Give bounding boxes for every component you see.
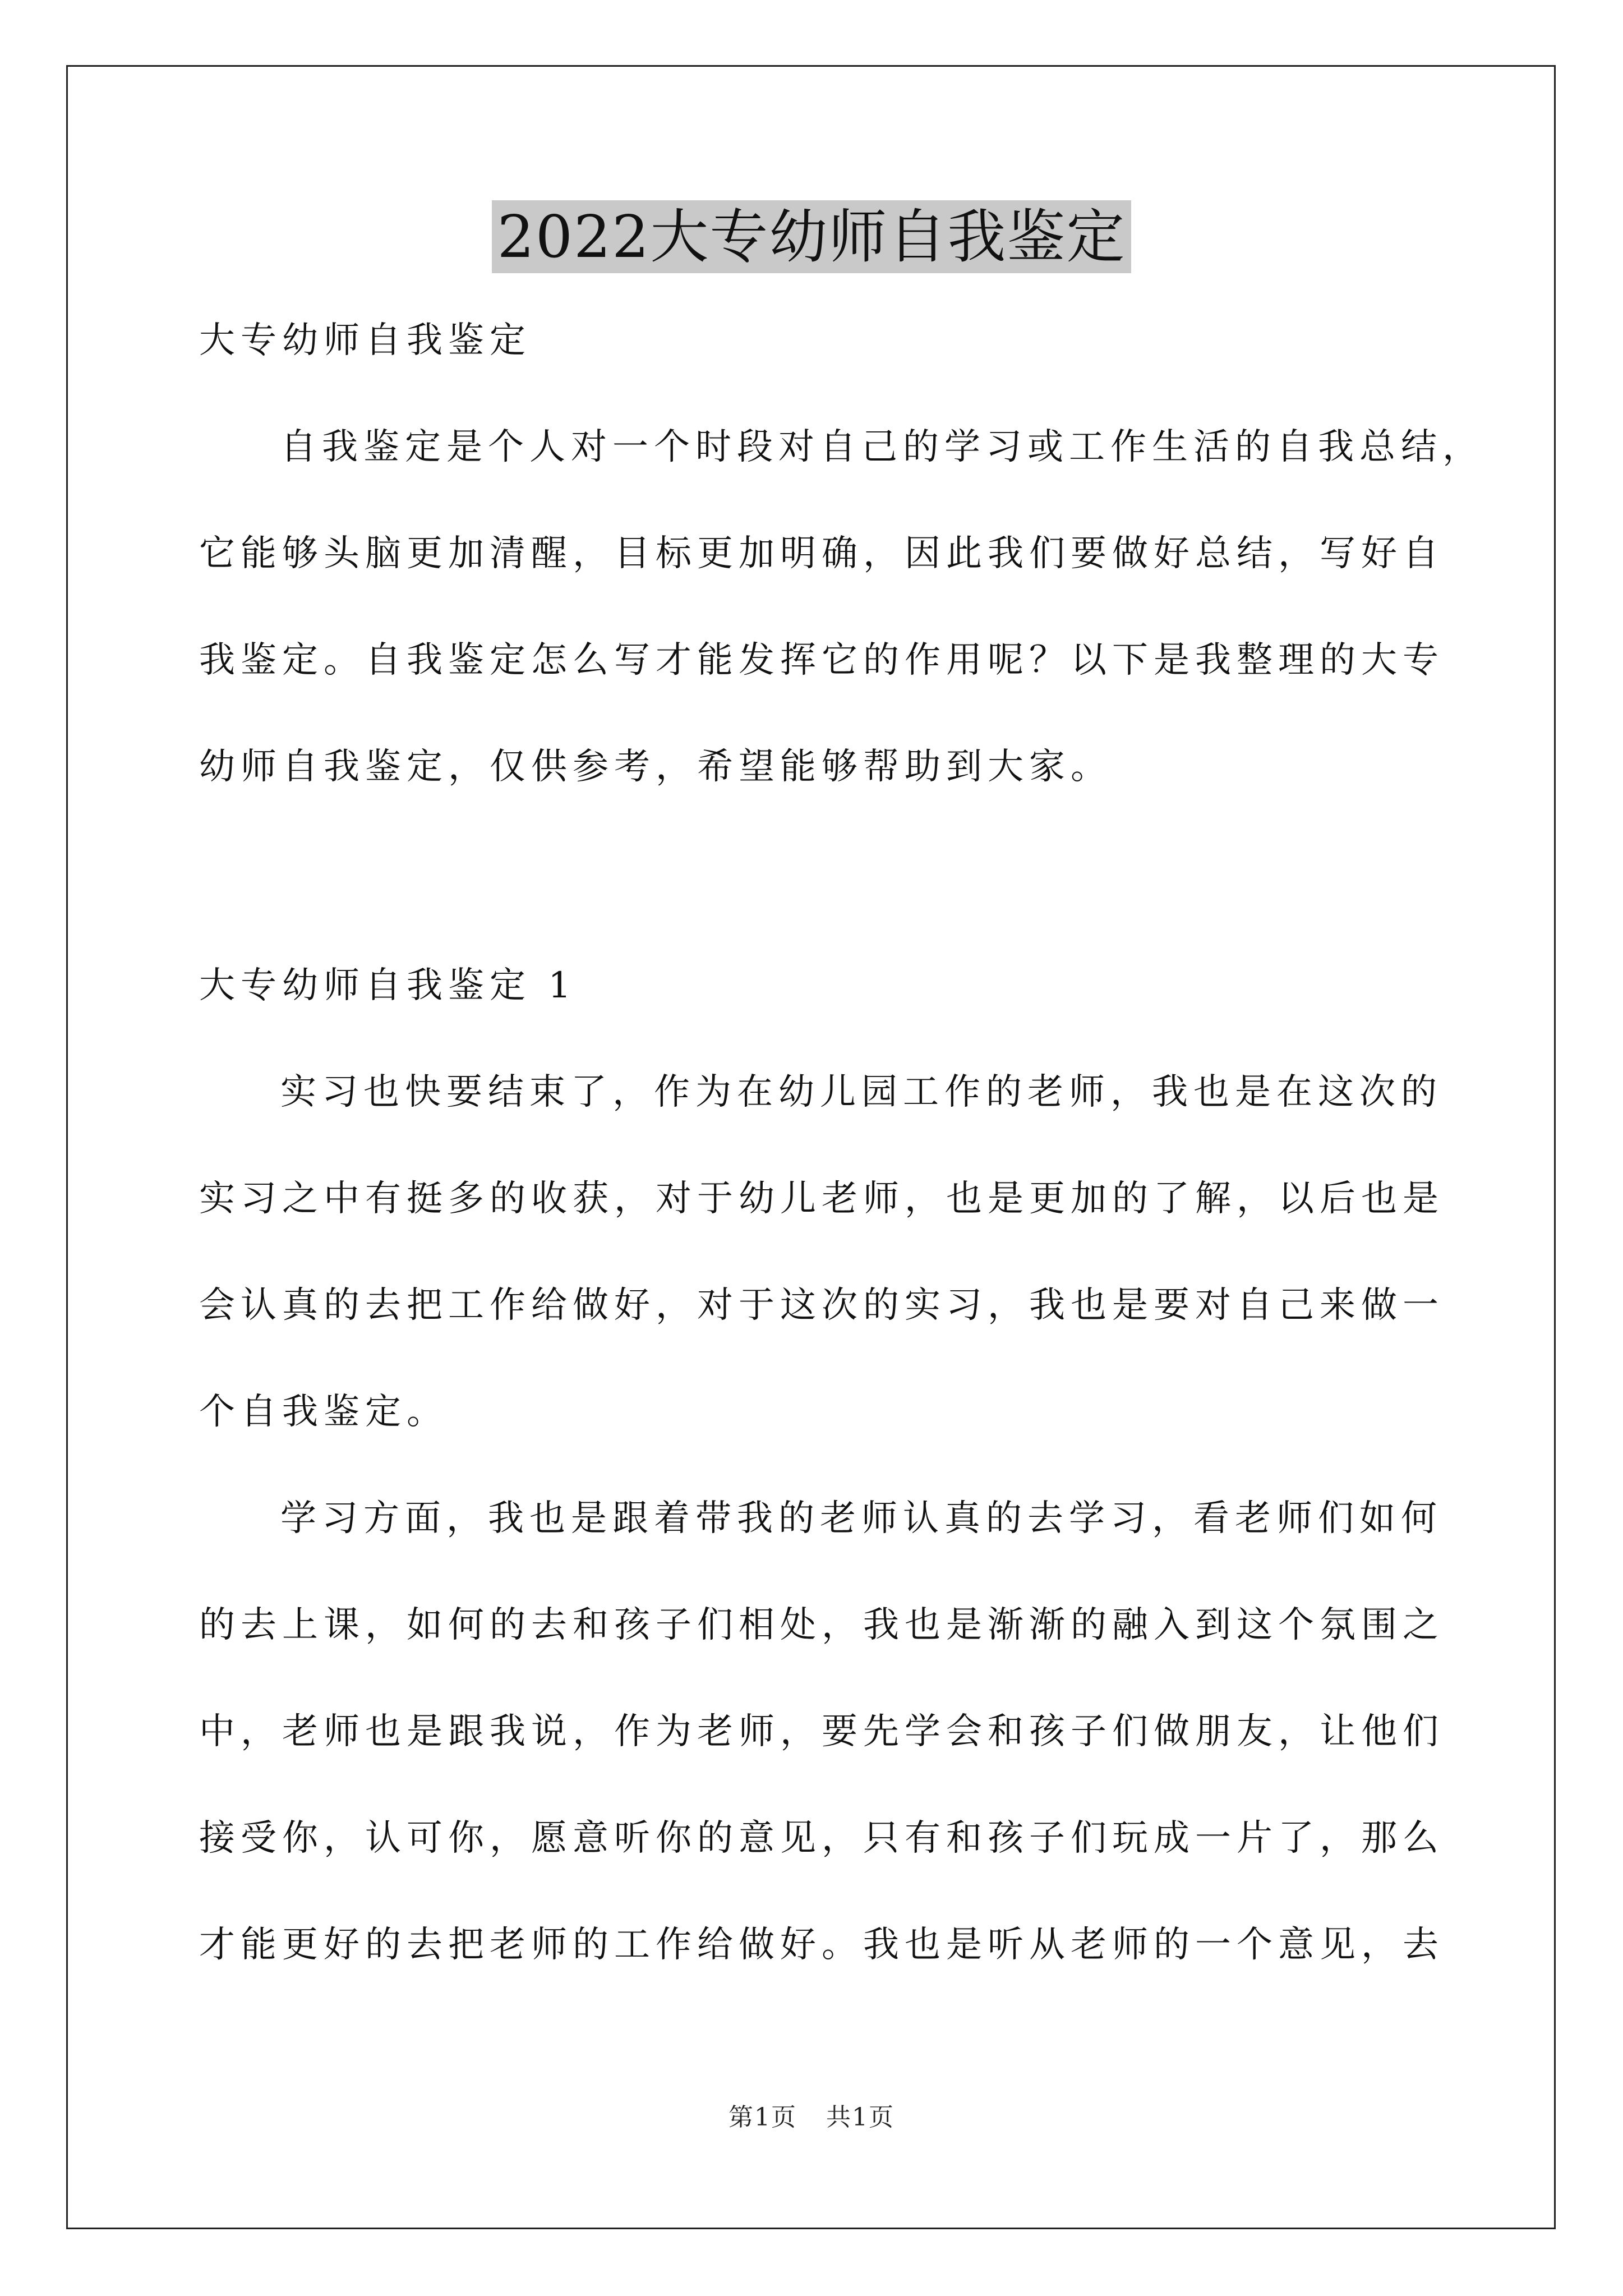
paragraph1-line-1: 实习也快要结束了，作为在幼儿园工作的老师，我也是在这次的 <box>280 1071 1442 1113</box>
page-footer <box>0 2097 1623 2133</box>
page-total: 共1页 <box>826 2103 895 2132</box>
paragraph2-line-5: 才能更好的去把老师的工作给做好。我也是听从老师的一个意见，去 <box>199 1924 1444 1966</box>
page-number: 第1页 <box>728 2103 797 2132</box>
paragraph2-line-4: 接受你，认可你，愿意听你的意见，只有和孩子们玩成一片了，那么 <box>199 1818 1444 1859</box>
paragraph2-line-3: 中，老师也是跟我说，作为老师，要先学会和孩子们做朋友，让他们 <box>199 1711 1444 1752</box>
paragraph2-line-2: 的去上课，如何的去和孩子们相处，我也是渐渐的融入到这个氛围之 <box>199 1604 1444 1646</box>
intro-line-2: 它能够头脑更加清醒，目标更加明确，因此我们要做好总结，写好自 <box>199 533 1444 574</box>
section-heading: 大专幼师自我鉴定 <box>199 320 531 361</box>
paragraph1-line-3: 会认真的去把工作给做好，对于这次的实习，我也是要对自己来做一 <box>199 1285 1444 1326</box>
paragraph2-line-1: 学习方面，我也是跟着带我的老师认真的去学习，看老师们如何 <box>280 1498 1442 1539</box>
intro-line-4: 幼师自我鉴定，仅供参考，希望能够帮助到大家。 <box>199 746 1112 788</box>
document-title-text: 2022大专幼师自我鉴定 <box>492 200 1132 273</box>
page-border <box>66 65 1556 2229</box>
paragraph1-line-2: 实习之中有挺多的收获，对于幼儿老师，也是更加的了解，以后也是 <box>199 1178 1444 1220</box>
document-title <box>0 197 1623 276</box>
intro-line-3: 我鉴定。自我鉴定怎么写才能发挥它的作用呢？以下是我整理的大专 <box>199 639 1444 681</box>
intro-line-1: 自我鉴定是个人对一个时段对自己的学习或工作生活的自我总结， <box>280 426 1484 468</box>
paragraph1-line-4: 个自我鉴定。 <box>199 1391 448 1433</box>
subsection-heading: 大专幼师自我鉴定 1 <box>199 965 577 1006</box>
